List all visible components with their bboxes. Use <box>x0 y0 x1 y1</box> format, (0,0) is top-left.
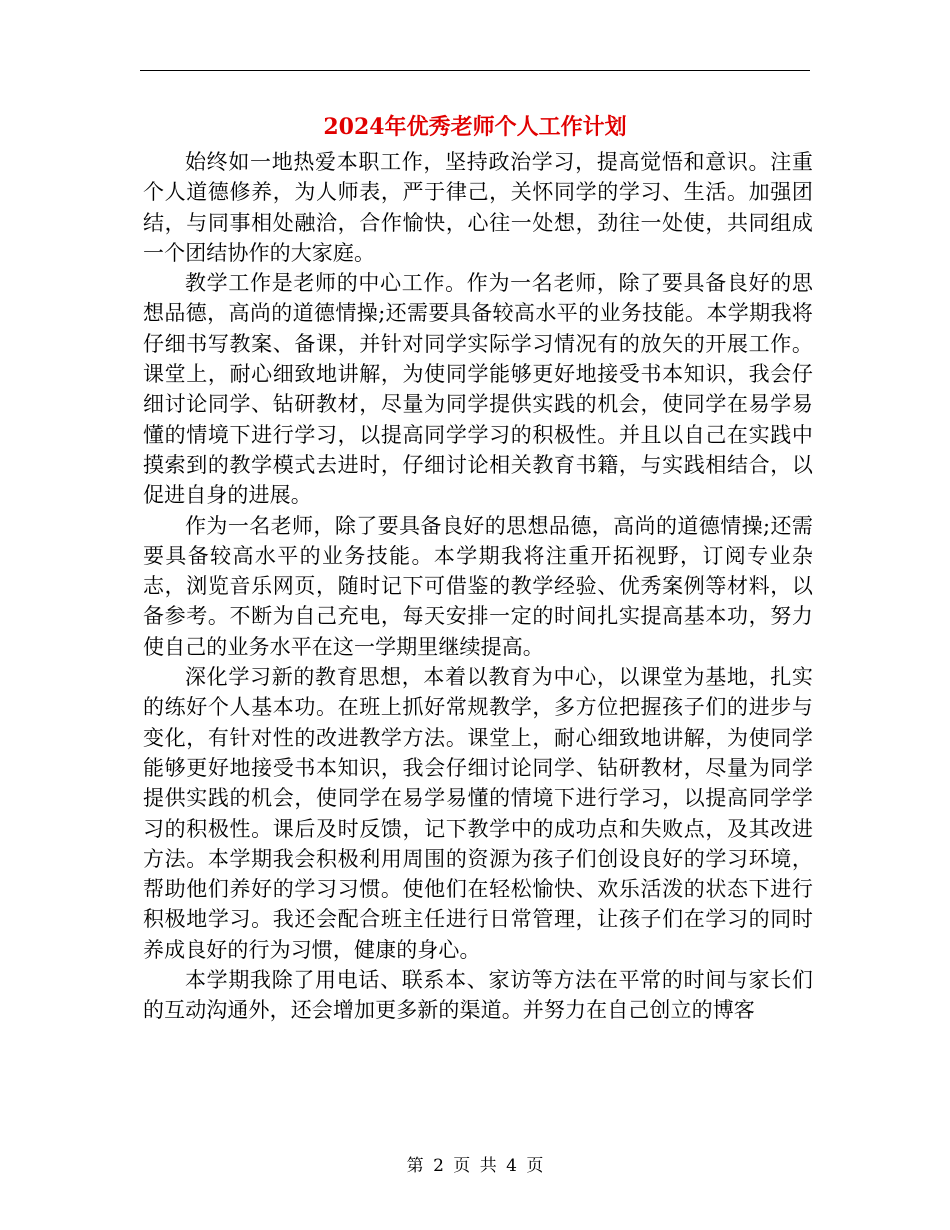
paragraph: 本学期我除了用电话、联系本、家访等方法在平常的时间与家长们的互动沟通外，还会增加更多新的渠道。并努力在自己创立的博客 <box>143 968 813 1023</box>
document-title: 2024年优秀老师个人工作计划 <box>323 114 627 140</box>
paragraph: 教学工作是老师的中心工作。作为一名老师，除了要具备良好的思想品德，高尚的道德情操;还需要具备较高水平的业务技能。本学期我将仔细书写教案、备课，并针对同学实际学习情况有的放矢的开展工作。课堂上，耐心细致地讲解，为使同学能够更好地接受书本知识，我会仔细讨论同学、钻研教材，尽量为同学提供实践的机会，使同学在易学易懂的情境下进行学习，以提高同学学习的积极性。并且以自己在实践中摸索到的教学模式去进时，仔细讨论相关教育书籍，与实践相结合，以促进自身的进展。 <box>143 271 813 508</box>
paragraph: 始终如一地热爱本职工作，坚持政治学习，提高觉悟和意识。注重个人道德修养，为人师表，严于律己，关怀同学的学习、生活。加强团结，与同事相处融洽，合作愉快，心往一处想，劲往一处使，共同组成一个团结协作的大家庭。 <box>143 150 813 265</box>
paragraph: 深化学习新的教育思想，本着以教育为中心，以课堂为基地，扎实的练好个人基本功。在班上抓好常规教学，多方位把握孩子们的进步与变化，有针对性的改进教学方法。课堂上，耐心细致地讲解，为使同学能够更好地接受书本知识，我会仔细讨论同学、钻研教材，尽量为同学提供实践的机会，使同学在易学易懂的情境下进行学习，以提高同学学习的积极性。课后及时反馈，记下教学中的成功点和失败点，及其改进方法。本学期我会积极利用周围的资源为孩子们创设良好的学习环境，帮助他们养好的学习习惯。使他们在轻松愉快、欢乐活泼的状态下进行积极地学习。我还会配合班主任进行日常管理，让孩子们在学习的同时养成良好的行为习惯，健康的身心。 <box>143 665 813 962</box>
document-body <box>143 147 813 1026</box>
page-number-footer: 第 2 页 共 4 页 <box>406 1156 544 1176</box>
paragraph: 作为一名老师，除了要具备良好的思想品德，高尚的道德情操;还需要具备较高水平的业务技能。本学期我将注重开拓视野，订阅专业杂志，浏览音乐网页，随时记下可借鉴的教学经验、优秀案例等材料，以备参考。不断为自己充电，每天安排一定的时间扎实提高基本功，努力使自己的业务水平在这一学期里继续提高。 <box>143 513 813 659</box>
header-rule <box>140 70 810 71</box>
